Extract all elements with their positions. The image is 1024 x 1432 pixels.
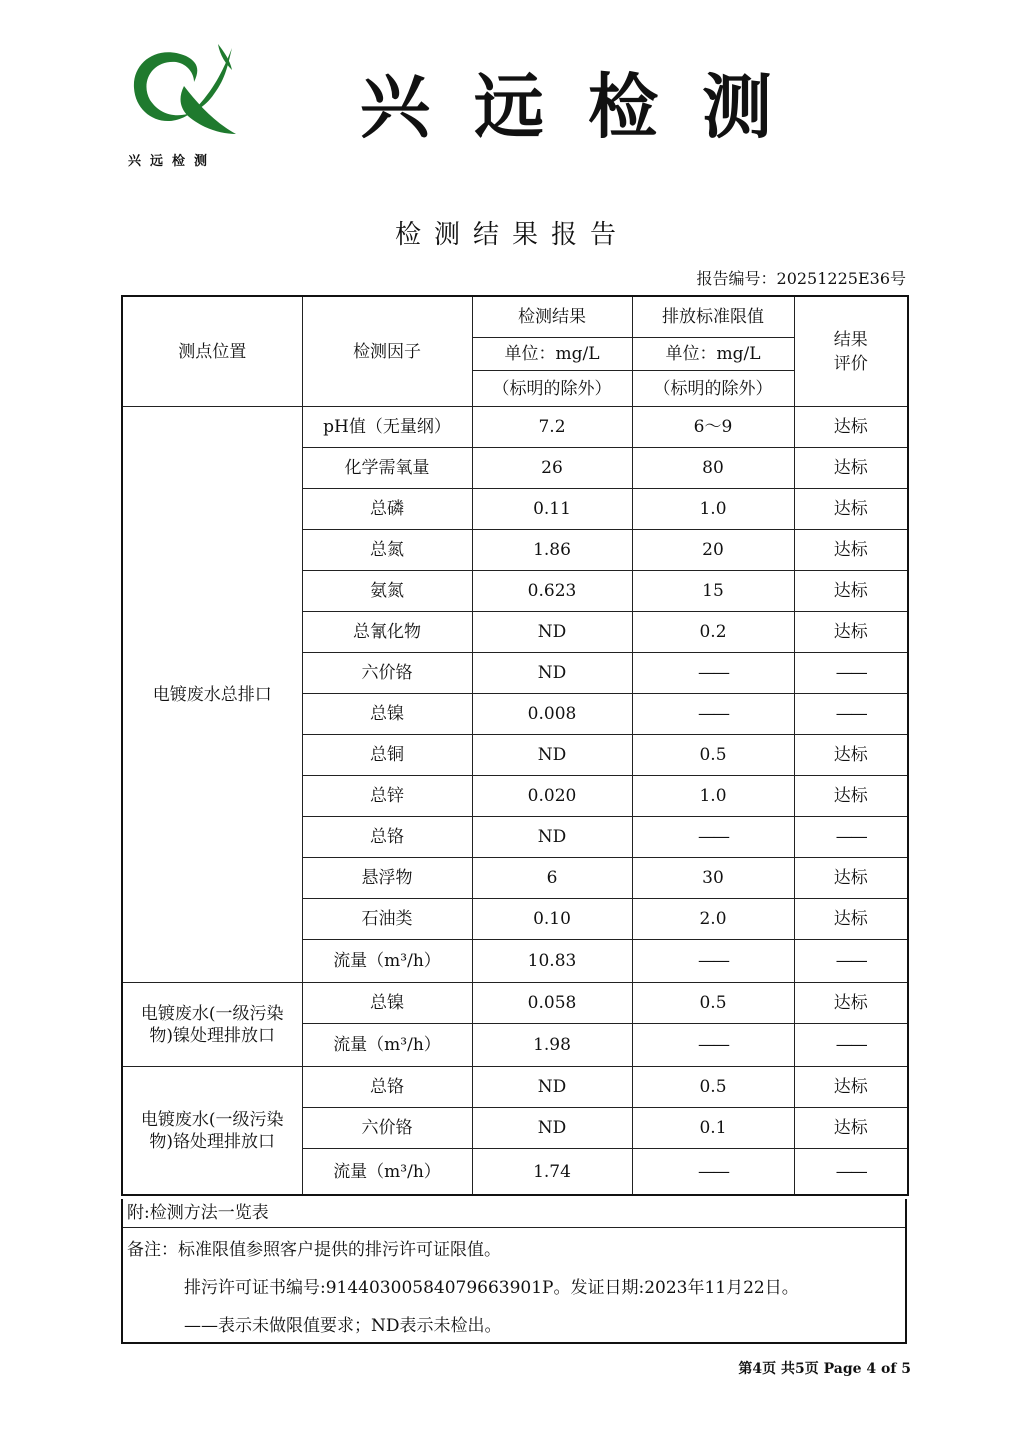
factor-cell: 总铜 bbox=[302, 735, 472, 776]
result-cell: ND bbox=[472, 735, 632, 776]
factor-cell: 流量（m³/h） bbox=[302, 1024, 472, 1067]
result-cell: 26 bbox=[472, 448, 632, 489]
eval-cell: —— bbox=[794, 940, 908, 983]
brand-name: 兴远检测 bbox=[360, 65, 816, 148]
result-cell: 6 bbox=[472, 858, 632, 899]
result-cell: 1.86 bbox=[472, 530, 632, 571]
result-cell: ND bbox=[472, 1067, 632, 1108]
eval-cell: 达标 bbox=[794, 858, 908, 899]
limit-cell: 0.2 bbox=[632, 612, 794, 653]
limit-cell: 6～9 bbox=[632, 407, 794, 448]
limit-cell: —— bbox=[632, 1149, 794, 1196]
result-cell: 0.058 bbox=[472, 983, 632, 1024]
result-cell: 7.2 bbox=[472, 407, 632, 448]
remark-line-2: 排污许可证书编号:91440300584079663901P。发证日期:2023年11月22日。 bbox=[184, 1278, 799, 1298]
remark-line-3: ——表示未做限值要求；ND表示未检出。 bbox=[184, 1316, 502, 1336]
logo-caption: 兴远检测 bbox=[128, 154, 217, 169]
result-cell: 0.020 bbox=[472, 776, 632, 817]
result-cell: 1.74 bbox=[472, 1149, 632, 1196]
factor-cell: 氨氮 bbox=[302, 571, 472, 612]
limit-cell: —— bbox=[632, 694, 794, 735]
factor-cell: 化学需氧量 bbox=[302, 448, 472, 489]
eval-cell: —— bbox=[794, 653, 908, 694]
result-cell: ND bbox=[472, 1108, 632, 1149]
factor-cell: 流量（m³/h） bbox=[302, 1149, 472, 1196]
factor-cell: 六价铬 bbox=[302, 1108, 472, 1149]
eval-cell: —— bbox=[794, 1024, 908, 1067]
limit-cell: 2.0 bbox=[632, 899, 794, 940]
location-cell: 电镀废水总排口 bbox=[122, 407, 302, 983]
factor-cell: 总氰化物 bbox=[302, 612, 472, 653]
factor-cell: 悬浮物 bbox=[302, 858, 472, 899]
limit-cell: —— bbox=[632, 817, 794, 858]
eval-cell: 达标 bbox=[794, 776, 908, 817]
factor-cell: 总锌 bbox=[302, 776, 472, 817]
attachment-note: 附:检测方法一览表 bbox=[123, 1199, 905, 1228]
location-cell: 电镀废水(一级污染 物)铬处理排放口 bbox=[122, 1067, 302, 1196]
results-table bbox=[121, 295, 909, 1196]
header-eval: 结果评价 bbox=[794, 296, 908, 407]
eval-cell: 达标 bbox=[794, 735, 908, 776]
header-result-unit: 单位：mg/L bbox=[472, 338, 632, 371]
limit-cell: 0.5 bbox=[632, 735, 794, 776]
eval-cell: 达标 bbox=[794, 571, 908, 612]
limit-cell: 30 bbox=[632, 858, 794, 899]
result-cell: 10.83 bbox=[472, 940, 632, 983]
limit-cell: 20 bbox=[632, 530, 794, 571]
limit-cell: 1.0 bbox=[632, 489, 794, 530]
factor-cell: 总镍 bbox=[302, 694, 472, 735]
limit-cell: —— bbox=[632, 653, 794, 694]
company-logo bbox=[128, 42, 240, 138]
eval-cell: —— bbox=[794, 1149, 908, 1196]
result-cell: 0.623 bbox=[472, 571, 632, 612]
factor-cell: 总磷 bbox=[302, 489, 472, 530]
limit-cell: 0.1 bbox=[632, 1108, 794, 1149]
result-cell: 0.10 bbox=[472, 899, 632, 940]
eval-cell: 达标 bbox=[794, 1108, 908, 1149]
remark-line-1: 备注：标准限值参照客户提供的排污许可证限值。 bbox=[127, 1240, 501, 1260]
eval-cell: —— bbox=[794, 817, 908, 858]
factor-cell: 总镍 bbox=[302, 983, 472, 1024]
location-cell: 电镀废水(一级污染 物)镍处理排放口 bbox=[122, 983, 302, 1067]
notes-section bbox=[121, 1199, 907, 1344]
limit-cell: —— bbox=[632, 940, 794, 983]
report-title: 检测结果报告 bbox=[394, 220, 629, 250]
factor-cell: 总铬 bbox=[302, 817, 472, 858]
eval-cell: 达标 bbox=[794, 489, 908, 530]
limit-cell: 15 bbox=[632, 571, 794, 612]
eval-cell: 达标 bbox=[794, 530, 908, 571]
header-limit: 排放标准限值 bbox=[632, 296, 794, 338]
page-footer: 第4页 共5页 Page 4 of 5 bbox=[738, 1361, 911, 1377]
header-limit-unit: 单位：mg/L bbox=[632, 338, 794, 371]
result-cell: ND bbox=[472, 653, 632, 694]
factor-cell: 总氮 bbox=[302, 530, 472, 571]
factor-cell: 流量（m³/h） bbox=[302, 940, 472, 983]
result-cell: ND bbox=[472, 612, 632, 653]
eval-cell: 达标 bbox=[794, 448, 908, 489]
result-cell: 1.98 bbox=[472, 1024, 632, 1067]
eval-cell: —— bbox=[794, 694, 908, 735]
header-result-unit-note: （标明的除外） bbox=[472, 371, 632, 407]
report-number: 报告编号：20251225E36号 bbox=[696, 269, 906, 288]
result-cell: 0.008 bbox=[472, 694, 632, 735]
eval-cell: 达标 bbox=[794, 1067, 908, 1108]
limit-cell: 1.0 bbox=[632, 776, 794, 817]
eval-cell: 达标 bbox=[794, 407, 908, 448]
limit-cell: —— bbox=[632, 1024, 794, 1067]
factor-cell: pH值（无量纲） bbox=[302, 407, 472, 448]
eval-cell: 达标 bbox=[794, 612, 908, 653]
factor-cell: 六价铬 bbox=[302, 653, 472, 694]
factor-cell: 石油类 bbox=[302, 899, 472, 940]
header-limit-unit-note: （标明的除外） bbox=[632, 371, 794, 407]
eval-cell: 达标 bbox=[794, 899, 908, 940]
header-result: 检测结果 bbox=[472, 296, 632, 338]
limit-cell: 0.5 bbox=[632, 983, 794, 1024]
header-factor: 检测因子 bbox=[302, 296, 472, 407]
header-location: 测点位置 bbox=[122, 296, 302, 407]
factor-cell: 总铬 bbox=[302, 1067, 472, 1108]
eval-cell: 达标 bbox=[794, 983, 908, 1024]
result-cell: 0.11 bbox=[472, 489, 632, 530]
limit-cell: 80 bbox=[632, 448, 794, 489]
limit-cell: 0.5 bbox=[632, 1067, 794, 1108]
result-cell: ND bbox=[472, 817, 632, 858]
